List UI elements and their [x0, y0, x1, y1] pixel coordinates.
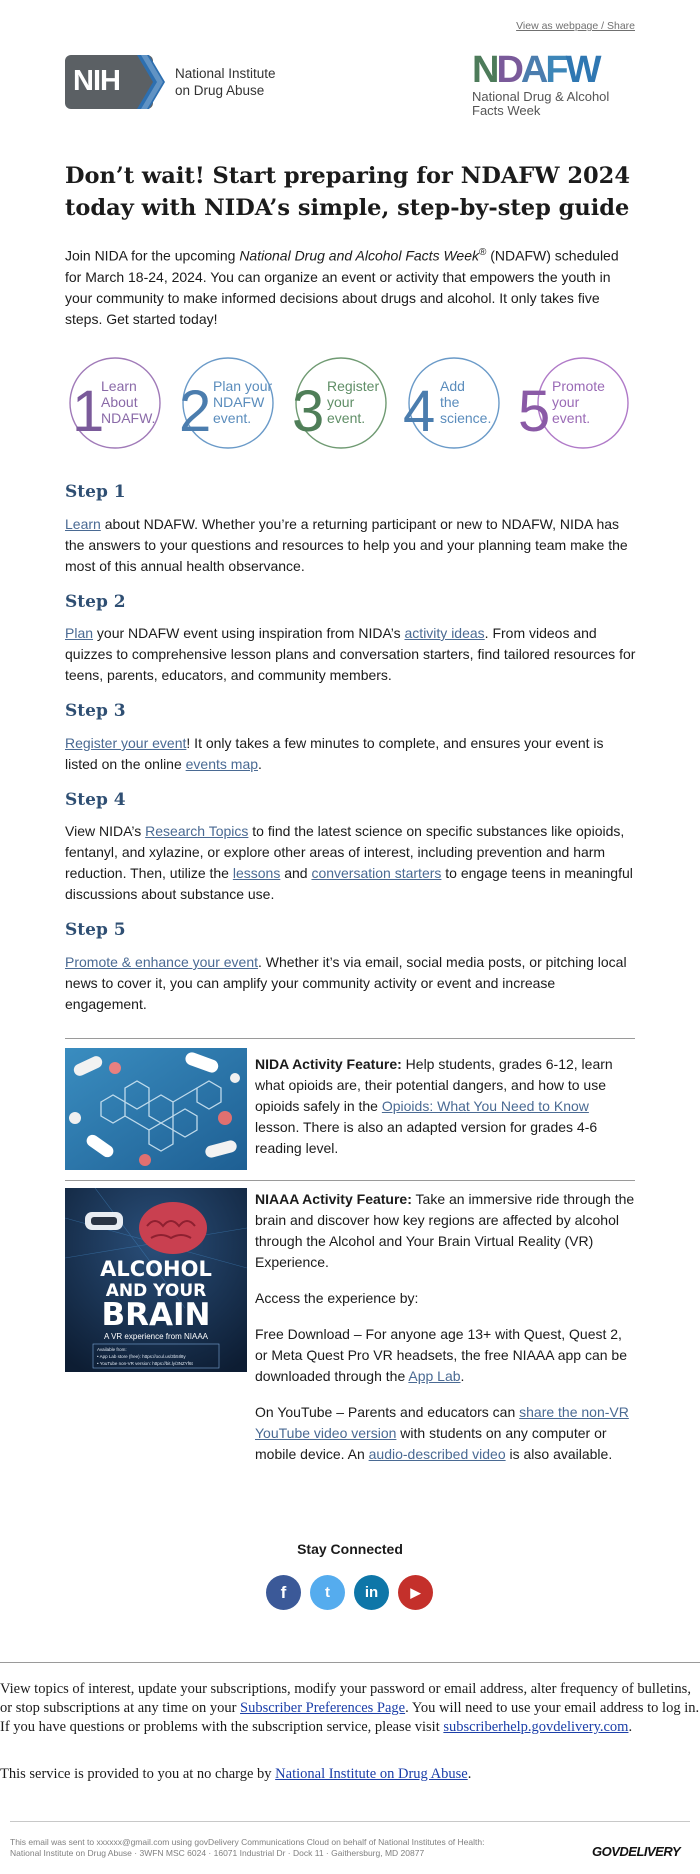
conversation-starters-link[interactable]: conversation starters [311, 865, 442, 881]
subscriberhelp-link[interactable]: subscriberhelp.govdelivery.com [443, 1719, 629, 1735]
alcohol-and-your-brain-image[interactable] [65, 1188, 247, 1372]
fine-print-line2: National Institute on Drug Abuse · 3WFN MSC 6024 · 16071 Industrial Dr · Dock 11 · Gaithersburg, MD 20877 [10, 1848, 425, 1858]
nih-logo-mark [65, 55, 153, 109]
intro-paragraph: Join NIDA for the upcoming National Drug and Alcohol Facts Week® (NDAFW) scheduled for March 18-24, 2024. You can organize an event or activity that empowers the youth in your community to make informed decisions about drugs and alcohol. It only takes five steps. Get started today! [65, 247, 619, 327]
opioids-lesson-link[interactable]: Opioids: What You Need to Know [381, 1098, 589, 1114]
image-app-lab-line: • App Lab store (free): https://ocul.us/3b5Il8y [97, 1354, 186, 1359]
opioids-molecules-image[interactable] [65, 1048, 247, 1170]
audio-described-video-link[interactable]: audio-described video [368, 1446, 506, 1462]
view-as-webpage-link[interactable]: View as webpage / Share [516, 20, 635, 32]
facebook-icon[interactable]: f [266, 1575, 301, 1610]
graphic-step-2-line2: NDAFW [213, 394, 265, 410]
app-lab-link[interactable]: App Lab [408, 1368, 461, 1384]
step-3-text: Register your event! It only takes a few minutes to complete, and ensures your event is listed on the online events map. [65, 735, 604, 772]
graphic-step-2-num: 2 [179, 379, 212, 444]
graphic-step-4-line1: Add [440, 378, 465, 394]
step-1-text: Learn about NDAFW. Whether you’re a returning participant or new to NDAFW, NIDA has the answers to your questions and resources to help you and your planning team make the most of this annual health observance. [65, 516, 628, 574]
nih-nida-logo[interactable] [65, 55, 276, 109]
learn-link[interactable]: Learn [65, 516, 101, 532]
graphic-step-5-line2: your [552, 394, 580, 410]
nida-feature-label: NIDA Activity Feature: [255, 1056, 402, 1072]
graphic-step-1-line1: Learn [101, 378, 137, 394]
ndafw-wordmark: NDAFW [472, 49, 599, 91]
image-available-from: Available from: [97, 1347, 127, 1352]
graphic-step-1-line3: NDAFW. [101, 410, 156, 426]
graphic-step-4 [403, 358, 499, 448]
image-title-line2: AND YOUR [105, 1281, 207, 1301]
graphic-step-5-line3: event. [552, 410, 591, 426]
nida-link[interactable]: National Institute on Drug Abuse [275, 1766, 468, 1782]
plan-link[interactable]: Plan [65, 625, 94, 641]
access-experience-text: Access the experience by: [255, 1290, 419, 1306]
graphic-step-4-num: 4 [403, 379, 436, 444]
step-3-heading: Step 3 [65, 701, 126, 721]
subscriber-preferences-link[interactable]: Subscriber Preferences Page [240, 1700, 406, 1716]
footer-divider [0, 1662, 700, 1663]
graphic-step-5-line1: Promote [552, 378, 605, 394]
graphic-step-1 [70, 358, 160, 448]
lessons-link[interactable]: lessons [232, 865, 281, 881]
step-4-text: View NIDA’s Research Topics to find the latest science on specific substances like opioids, fentanyl, and xylazine, or explore other areas of interest, including prevention and harm reduction. Then, utilize the lessons and conversation starters to engage teens in meaningful discussions about substance use. [65, 823, 633, 902]
service-provider-text: This service is provided to you at no charge by National Institute on Drug Abuse. [0, 1766, 472, 1782]
image-title-line3: BRAIN [101, 1297, 211, 1333]
graphic-step-3-line2: your [327, 394, 355, 410]
social-icons [266, 1575, 433, 1610]
graphic-step-3-line1: Register [327, 378, 380, 394]
graphic-step-1-num: 1 [72, 379, 105, 444]
events-map-link[interactable]: events map [185, 756, 259, 772]
linkedin-icon[interactable]: in [354, 1575, 389, 1610]
activity-ideas-link[interactable]: activity ideas [404, 625, 485, 641]
step-2-heading: Step 2 [65, 592, 126, 612]
graphic-step-4-line3: science. [440, 410, 492, 426]
nih-chevron-icon [137, 55, 167, 109]
graphic-step-2-line1: Plan your [213, 378, 273, 394]
image-youtube-line: • YouTube non-VR version: https://bit.ly/3NZYf6t [97, 1361, 193, 1366]
five-steps-graphic[interactable] [68, 355, 634, 451]
step-1-heading: Step 1 [65, 482, 126, 502]
graphic-step-3 [292, 358, 386, 448]
image-title-line1: ALCOHOL [100, 1257, 212, 1281]
subscription-info: View topics of interest, update your subscriptions, modify your password or email address, alter frequency of bulletins, or stop subscriptions at any time on your Subscriber Preferences Page. You will need to use your email address to log in. If you have questions or problems with the subscription service, please visit subscriberhelp.govdelivery.com. [0, 1681, 700, 1735]
niaaa-feature-text: NIAAA Activity Feature: Take an immersive ride through the brain and discover how key regions are affected by alcohol through the Alcohol and Your Brain Virtual Reality (VR) Experience. Access the experience by: Free Download – For anyone age 13+ with Quest, Quest 2, or Meta Quest Pro VR headsets, the free NIAAA app can be downloaded through the App Lab. On YouTube – Parents and educators can share the non-VR YouTube video version with students on any computer or mobile device. An audio-described video is also available. [255, 1189, 637, 1480]
research-topics-link[interactable]: Research Topics [145, 823, 249, 839]
youtube-video-link[interactable]: share the non-VR YouTube video version [255, 1404, 629, 1441]
twitter-icon[interactable]: t [310, 1575, 345, 1610]
step-5-heading: Step 5 [65, 920, 126, 940]
graphic-step-5-num: 5 [518, 379, 551, 444]
fine-print-line1: This email was sent to xxxxxx@gmail.com using govDelivery Communications Cloud on behalf of National Institutes of Health: [10, 1837, 485, 1847]
fine-print-divider [10, 1821, 690, 1822]
step-2-text: Plan your NDAFW event using inspiration from NIDA’s activity ideas. From videos and quizzes to comprehensive lesson plans and conversation starters, find tailored resources for teens, parents, educators, and community members. [65, 625, 636, 683]
nida-feature-text: NIDA Activity Feature: Help students, grades 6-12, learn what opioids are, their potential dangers, and how to use opioids safely in the Opioids: What You Need to Know lesson. There is also an adapted version for grades 4-6 reading level. [255, 1056, 613, 1156]
divider [65, 1180, 635, 1181]
step-4-heading: Step 4 [65, 790, 126, 810]
nih-abbr: NIH [73, 65, 120, 97]
step-5-text: Promote & enhance your event. Whether it’s via email, social media posts, or pitching local news to cover it, you can amplify your community activity or event and increase engagement. [65, 954, 627, 1012]
image-subtitle: A VR experience from NIAAA [103, 1332, 209, 1341]
ndafw-sub-line1: National Drug & Alcohol [472, 89, 610, 104]
nih-name-line1: National Institute [175, 66, 276, 81]
divider [65, 1038, 635, 1039]
youtube-icon[interactable]: ▶ [398, 1575, 433, 1610]
fine-print [10, 1837, 580, 1859]
graphic-step-3-line3: event. [327, 410, 366, 426]
graphic-step-3-num: 3 [292, 379, 325, 444]
graphic-step-2-line3: event. [213, 410, 252, 426]
niaaa-feature-label: NIAAA Activity Feature: [255, 1191, 412, 1207]
page-title: Don’t wait! Start preparing for NDAFW 2024 today with NIDA’s simple, step-by-step guide [65, 163, 630, 221]
ndafw-sub-line2: Facts Week [472, 103, 541, 118]
ndafw-logo[interactable] [472, 49, 642, 118]
stay-connected-heading: Stay Connected [297, 1541, 403, 1557]
graphic-step-1-line2: About [101, 394, 138, 410]
promote-event-link[interactable]: Promote & enhance your event [65, 954, 259, 970]
govdelivery-logo[interactable]: GOVDELIVERY [592, 1844, 681, 1859]
graphic-step-4-line2: the [440, 394, 460, 410]
graphic-step-2 [179, 358, 273, 448]
register-event-link[interactable]: Register your event [65, 735, 187, 751]
graphic-step-5 [518, 358, 628, 448]
nih-name-line2: on Drug Abuse [175, 83, 265, 98]
